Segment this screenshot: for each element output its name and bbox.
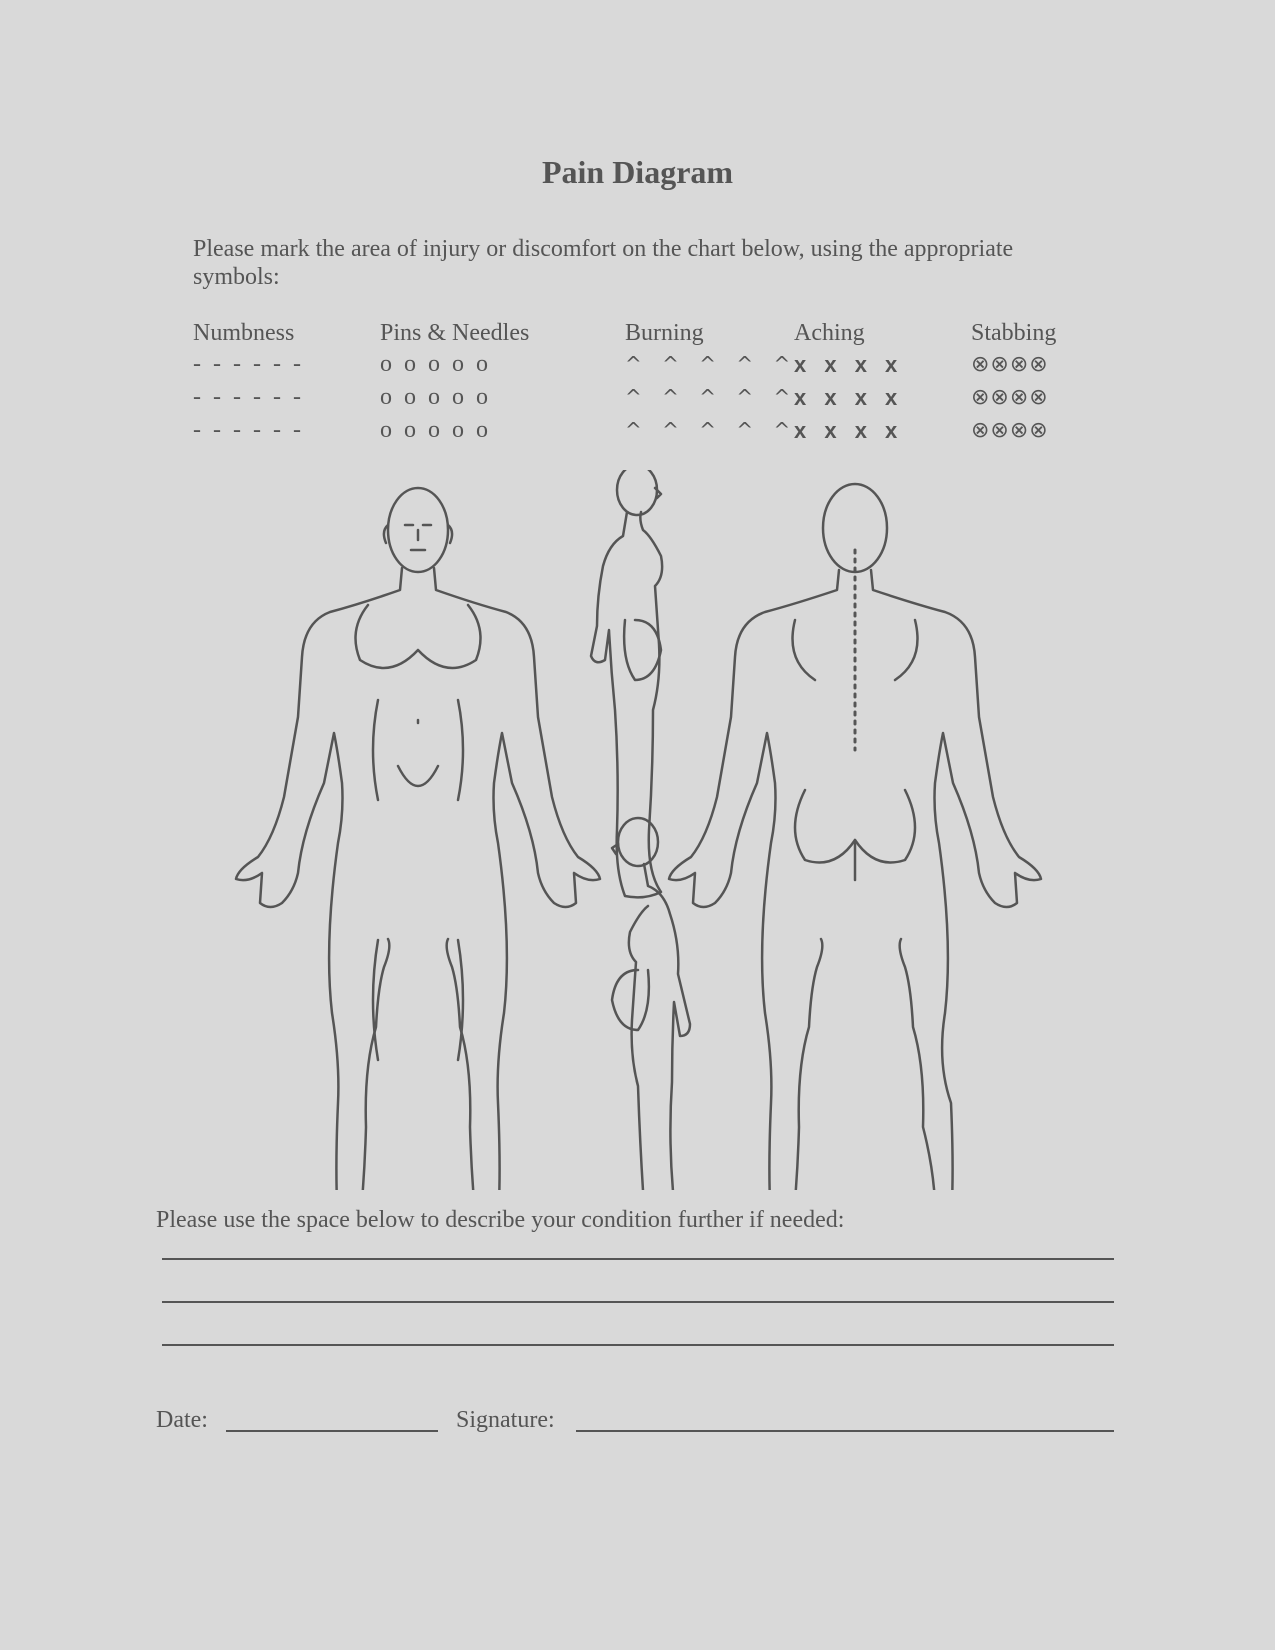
body-diagram[interactable]: [0, 470, 1275, 1190]
date-label: Date:: [156, 1407, 208, 1433]
burning-symbol: ^ ^ ^ ^ ^: [625, 352, 798, 376]
body-side-figure-lower[interactable]: [612, 818, 690, 1190]
legend-aching: [794, 318, 903, 447]
pins-needles-symbol: o o o o o: [380, 417, 491, 443]
signature-field[interactable]: [576, 1430, 1114, 1432]
stabbing-symbol: ⊗⊗⊗⊗: [971, 385, 1049, 410]
description-prompt: Please use the space below to describe your condition further if needed:: [156, 1207, 845, 1233]
body-front-figure[interactable]: [236, 488, 600, 1190]
date-field[interactable]: [226, 1430, 438, 1432]
legend-label-pins-needles: Pins & Needles: [380, 320, 530, 346]
stabbing-symbol: ⊗⊗⊗⊗: [971, 418, 1049, 443]
description-line[interactable]: [162, 1258, 1114, 1260]
stabbing-symbol: ⊗⊗⊗⊗: [971, 352, 1049, 377]
page-title: Pain Diagram: [541, 154, 734, 190]
aching-symbol: x x x x: [794, 352, 904, 377]
numbness-symbol: - - - - - -: [193, 351, 304, 377]
legend-label-burning: Burning: [625, 320, 704, 346]
legend-label-aching: Aching: [794, 320, 865, 346]
signature-label: Signature:: [456, 1407, 555, 1433]
legend-stabbing: [971, 318, 1056, 447]
burning-symbol: ^ ^ ^ ^ ^: [625, 418, 798, 442]
aching-symbol: x x x x: [794, 418, 904, 443]
legend-label-numbness: Numbness: [193, 320, 295, 346]
numbness-symbol: - - - - - -: [193, 384, 304, 410]
description-line[interactable]: [162, 1344, 1114, 1346]
instructions-text: Please mark the area of injury or discomfort on the chart below, using the appropriate symbols:: [193, 236, 1014, 290]
pins-needles-symbol: o o o o o: [380, 351, 491, 377]
legend-label-stabbing: Stabbing: [971, 320, 1057, 346]
aching-symbol: x x x x: [794, 385, 904, 410]
description-line[interactable]: [162, 1301, 1114, 1303]
numbness-symbol: - - - - - -: [193, 417, 304, 443]
legend-burning: [625, 318, 797, 447]
body-back-figure[interactable]: [669, 484, 1041, 1190]
burning-symbol: ^ ^ ^ ^ ^: [625, 385, 798, 409]
pins-needles-symbol: o o o o o: [380, 384, 491, 410]
legend-pins-needles: [380, 318, 529, 447]
legend-numbness: [193, 318, 304, 447]
body-side-figure-upper[interactable]: [591, 470, 662, 897]
